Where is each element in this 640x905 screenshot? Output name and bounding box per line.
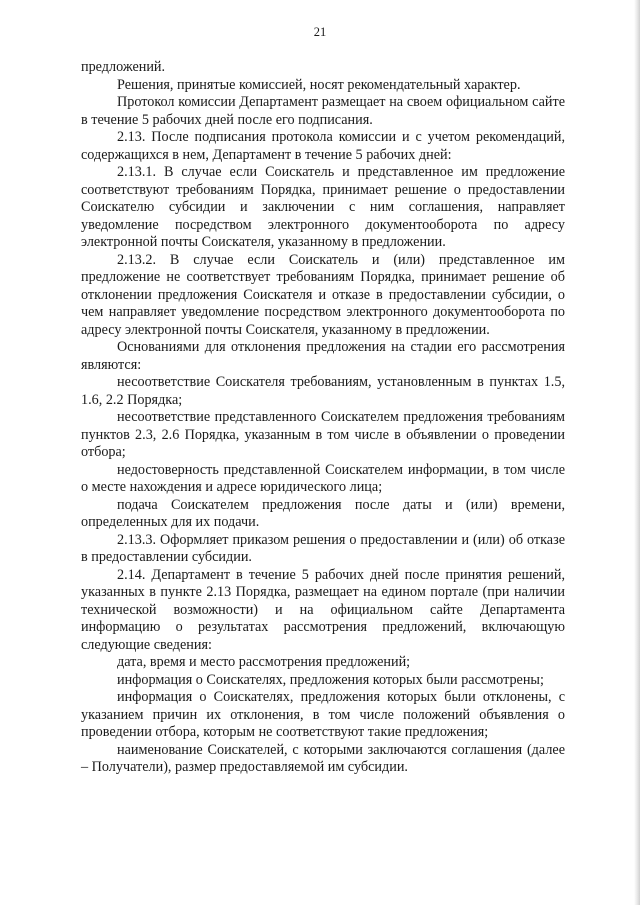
paragraph-2-13-1: 2.13.1. В случае если Соискатель и представленное им предложение соответствуют требованиям Порядка, принимает решение о предоставлении Соискателю субсидии и заключении с ним соглашения, направляет уведомление посредством электронного документооборота по адресу электронной почты Соискателя, указанному в предложении. xyxy=(81,164,565,250)
list-item-recipients: наименование Соискателей, с которыми заключаются соглашения (далее – Получатели), размер предоставляемой им субсидии. xyxy=(81,741,565,775)
list-item-rejected-applicants: информация о Соискателях, предложения которых были отклонены, с указанием причин их отклонения, в том числе положений объявления о проведении отбора, которым не соответствуют такие предложения; xyxy=(81,689,565,740)
paragraph-protocol-publication: Протокол комиссии Департамент размещает на своем официальном сайте в течение 5 рабочих дней после его подписания. xyxy=(81,94,565,128)
list-item-considered-applicants: информация о Соискателях, предложения которых были рассмотрены; xyxy=(117,671,544,688)
paragraph-2-13-2: 2.13.2. В случае если Соискатель и (или) представленное им предложение не соответствует требованиям Порядка, принимает решение об отклонении предложения Соискателя и отказе в предоставлении субсидии, о чем направляет уведомление посредством электронного документооборота по адресу электронной почты Соискателя, указанному в предложении. xyxy=(81,251,565,338)
paragraph-2-13-3: 2.13.3. Оформляет приказом решения о предоставлении и (или) об отказе в предоставлении субсидии. xyxy=(81,531,565,565)
paragraph-rejection-grounds: Основаниями для отклонения предложения на стадии его рассмотрения являются: xyxy=(81,339,565,373)
page-number: 21 xyxy=(313,25,327,39)
page-edge-shadow xyxy=(634,0,640,905)
document-body xyxy=(81,59,565,777)
list-item-date-time-place: дата, время и место рассмотрения предложений; xyxy=(117,654,411,670)
paragraph-2-13: 2.13. После подписания протокола комиссии и с учетом рекомендаций, содержащихся в нем, Департамент в течение 5 рабочих дней: xyxy=(81,129,565,163)
list-item-nonconformity-applicant: несоответствие Соискателя требованиям, установленным в пунктах 1.5, 1.6, 2.2 Порядка; xyxy=(81,374,565,408)
list-item-late-submission: подача Соискателем предложения после даты и (или) времени, определенных для их подачи. xyxy=(81,496,565,530)
paragraph-2-14: 2.14. Департамент в течение 5 рабочих дней после принятия решений, указанных в пункте 2.13 Порядка, размещает на едином портале (при наличии технической возможности) и на официальном сайте Департамента информацию о результатах рассмотрения предложений, включающую следующие сведения: xyxy=(81,566,565,653)
list-item-nonconformity-proposal: несоответствие представленного Соискателем предложения требованиям пунктов 2.3, 2.6 Порядка, указанным в том числе в объявлении о проведении отбора; xyxy=(81,409,565,460)
paragraph-decisions-advisory: Решения, принятые комиссией, носят рекомендательный характер. xyxy=(117,76,521,93)
paragraph-continuation: предложений. xyxy=(81,59,166,75)
list-item-unreliable-info: недостоверность представленной Соискателем информации, в том числе о месте нахождения и адресе юридического лица; xyxy=(81,461,565,495)
